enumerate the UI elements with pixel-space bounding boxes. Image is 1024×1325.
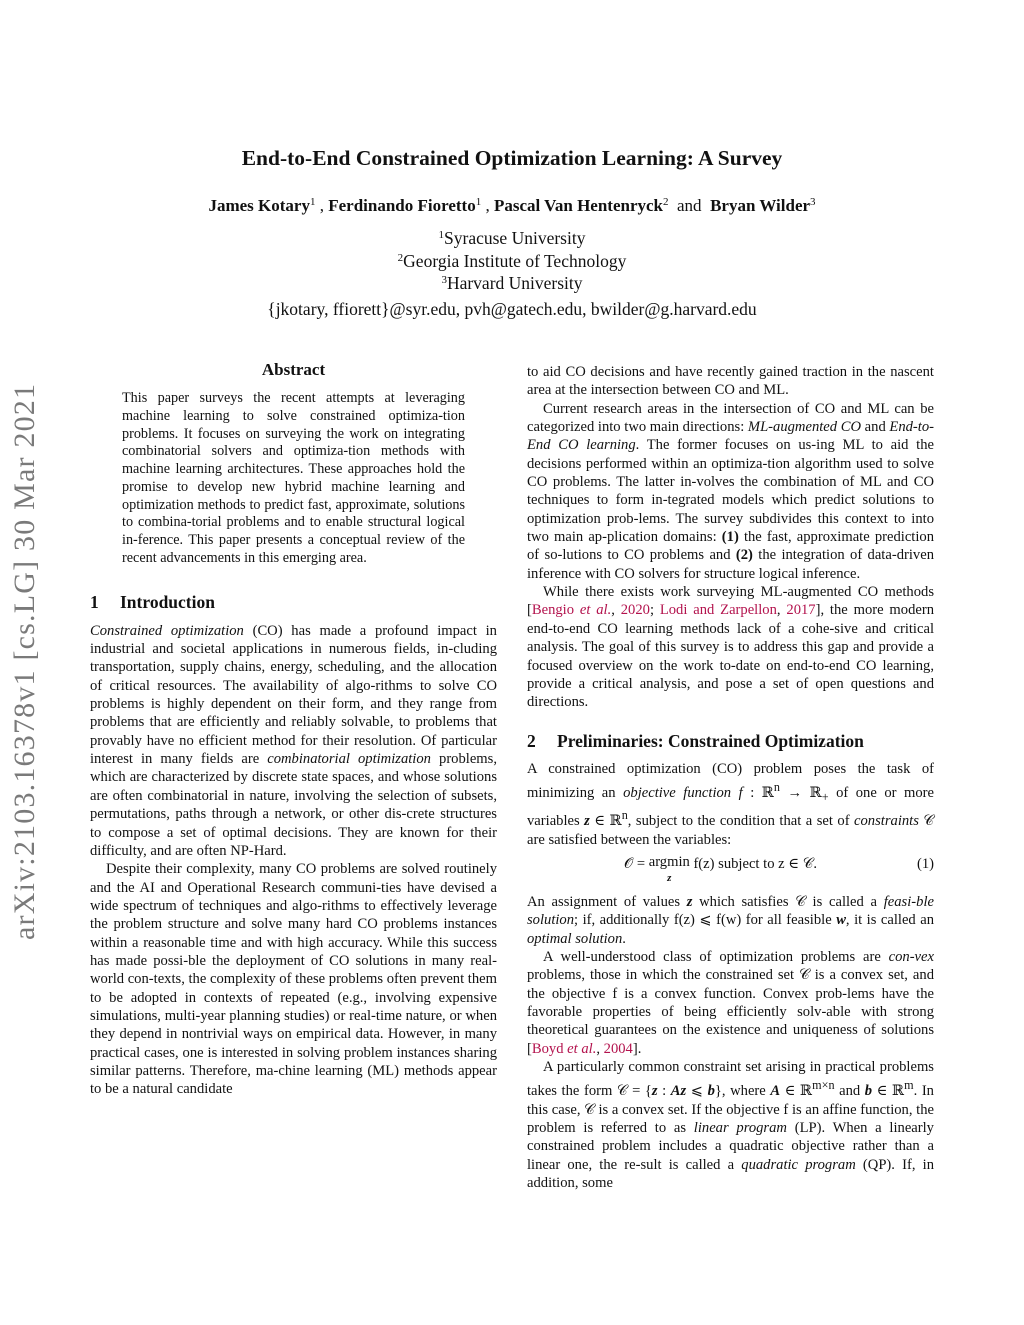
author-affil-mark: 1 [309, 196, 316, 208]
paragraph [527, 760, 934, 849]
equation-rhs: f(z) subject to z ∈ 𝒞. [689, 855, 818, 872]
text-run: problems, those in which the constrained set 𝒞 is a convex set, and the objective f is a convex function. Convex prob-lems have the favorable properties of being efficiently solv-able with strong theoretical guarantees on the existence and uniqueness of solutions [ [527, 967, 934, 1057]
math-run: ∈ ℝ [872, 1083, 905, 1100]
citation-link[interactable] [532, 602, 611, 618]
text-run: (CO) has made a profound impact in industrial and societal applications in numerous fields, in-cluding transportation, supply chains, energy, scheduling, and the allocation of critical resources. The availability of algo-rithms to solve CO problems is highly dependent on their form, and they range from problems that are efficiently and reliably solvable, to problems that provably have no efficient method for their resolution. Of particular interest in many fields are [90, 622, 497, 768]
text-run: which satisfies 𝒞 is called a [692, 893, 884, 910]
arxiv-identifier: arXiv:2103.16378v1 [cs.LG] 30 Mar 2021 [8, 382, 41, 940]
text-run: While there exists work surveying ML-augmented CO methods [ [527, 584, 934, 619]
author-and: and [677, 196, 702, 215]
abstract-text: This paper surveys the recent attempts at leveraging machine learning to solve constrained optimiza-tion problems. It focuses on surveying the work on integrating combinatorial solvers and optimiza-tion methods with machine learning architectures. These approaches hold the promise to develop new hybrid machine learning and optimization methods to predict fast, approximate, solutions to combina-torial problems and to enable structural logical in-ference. This paper presents a conceptual review of the recent advancements in this emerging area. [122, 390, 465, 566]
text-run: : [657, 1083, 671, 1100]
math-sup: m [904, 1078, 914, 1093]
text-run: , [611, 602, 621, 619]
math-symbol: 𝒞 [918, 813, 935, 830]
math-run: : ℝ [742, 785, 774, 802]
citation-author: Bengio [531, 602, 580, 619]
text-run: . In this case, 𝒞 is a convex set. If the objective f is an affine function, the problem is referred to as [527, 1083, 934, 1136]
author-affil-mark: 3 [810, 196, 816, 208]
citation-author: Boyd [531, 1040, 568, 1057]
affiliation [0, 273, 1024, 294]
math-vector: w [836, 912, 846, 929]
argmin-label: argmin [648, 853, 690, 870]
text-run: , [776, 602, 787, 619]
citation-year-link[interactable]: 2004 [603, 1040, 633, 1057]
text-run: A well-understood class of optimization problems are [543, 948, 889, 965]
author-emails: {jkotary, ffiorett}@syr.edu, pvh@gatech.edu, bwilder@g.harvard.edu [267, 299, 757, 319]
emphasis: optimal solution [527, 930, 623, 947]
math-run: → ℝ [779, 785, 822, 802]
text-run: (QP). If, in addition, some [527, 1156, 934, 1191]
text-run: , subject to the condition that a set of [627, 813, 855, 830]
text-run: the integration of data-driven inference with CO solvers for structure logical inference. [527, 547, 934, 582]
text-run: ; if, additionally f(z) ⩽ f(w) for all feasible [574, 912, 837, 929]
section-number: 2 [527, 730, 536, 751]
text-run: , it is called an [845, 912, 934, 929]
text-run: , [596, 1040, 604, 1057]
math-vector: b [864, 1083, 873, 1100]
right-column [527, 363, 934, 1192]
math-vector: A [770, 1083, 781, 1100]
affiliation-mark: 3 [441, 274, 447, 286]
emphasis: constraints [854, 813, 919, 830]
text-run: An assignment of values [527, 893, 687, 910]
citation-etal: et al. [567, 1040, 597, 1057]
bold-run: (2) [735, 547, 753, 564]
emphasis: linear program [693, 1119, 787, 1136]
affiliation-name: Syracuse University [444, 228, 586, 248]
paragraph [527, 893, 934, 948]
author-name: Ferdinando Fioretto [328, 196, 476, 215]
equation-number: (1) [916, 855, 934, 872]
text-run: ], the more modern end-to-end CO learning methods lack of a cohe-sive and critical analysis. The goal of this survey is to address this gap and provide a focused overview on the work to-date on end-to-end CO learning, provide a critical analysis, and pose a set of open questions and directions. [527, 602, 935, 711]
math-vector: z [584, 813, 590, 830]
text-run: . [622, 930, 626, 947]
text-run: . The former focuses on us-ing ML to aid the decisions performed within an optimiza-tion algorithm used to solve CO problems. The latter in-volves the combination of ML and CO techniques to form in-tegrated models which predict solutions to optimization prob-lems. The survey subdivides this context to into two main ap-plication domains: [527, 437, 934, 546]
text-run: the fast, approximate prediction of so-lutions to CO problems and [527, 529, 934, 564]
paragraph: to aid CO decisions and have recently gained traction in the nascent area at the intersection between CO and ML. [527, 364, 934, 399]
math-sub: + [821, 789, 829, 804]
emphasis: quadratic program [741, 1156, 856, 1173]
abstract-heading: Abstract [261, 360, 326, 379]
section-heading [90, 593, 497, 611]
text-run: and [834, 1083, 865, 1100]
text-run: and [861, 419, 890, 436]
citation-year-link[interactable]: 2017 [786, 602, 816, 619]
text-run: (LP). When a linearly constrained problem includes a quadratic objective rather than a linear one, the re-sult is called a [527, 1119, 934, 1173]
affiliation-mark: 2 [397, 252, 404, 264]
equation-1 [527, 855, 934, 885]
math-sup: m×n [812, 1078, 835, 1093]
text-run: A particularly common constraint set arising in practical problems takes the form 𝒞 = { [527, 1058, 934, 1100]
affiliation-name: Georgia Institute of Technology [403, 251, 627, 271]
paragraph: Despite their complexity, many CO problems are solved routinely and the AI and Operational Research communi-ties have devised a wide spectrum of techniques and algo-rithms to effectively leverage the problem structure and solve many hard CO problems instances within a reasonable time and with high accuracy. While this success has made possi-ble the deployment of CO solutions in many real-world con-texts, the complexity of these problems often prevent them to be adopted in contexts of repeated (e.g., involving expensive simulations, multi-year planning studies) or real-time nature, or when they depend in nontrivial ways on empirical data. However, in many practical cases, one is interested in solving problem instances sharing similar patterns. Therefore, ma-chine learning (ML) methods appear to be a natural candidate [90, 861, 497, 1098]
text-run: of one or more variables [527, 785, 934, 830]
citation-link[interactable]: Lodi and Zarpellon [659, 602, 777, 619]
section-title: Introduction [120, 592, 215, 613]
author-name: James Kotary [208, 196, 310, 215]
paragraph [527, 583, 934, 711]
math-vector: z [686, 893, 693, 910]
text-run: ; [649, 602, 660, 619]
emphasis: End-to-End CO learning [527, 419, 934, 454]
text-run: }, where [714, 1083, 771, 1100]
citation-year-link[interactable]: 2020 [620, 602, 650, 619]
emphasis: objective function [623, 785, 732, 802]
author-list [0, 196, 1024, 216]
emphasis: Constrained optimization [90, 622, 244, 639]
affiliation-name: Harvard University [446, 273, 583, 293]
emphasis: ML-augmented CO [747, 419, 862, 436]
math-vector: b [707, 1083, 715, 1100]
author-affil-mark: 1 [475, 196, 482, 208]
argmin-subscript: z [667, 871, 672, 884]
paragraph [527, 948, 934, 1058]
author-name: Bryan Wilder [710, 196, 811, 215]
citation-link[interactable] [532, 1041, 596, 1057]
section-heading [527, 732, 934, 750]
citation-etal: et al. [579, 602, 612, 619]
affiliation [0, 251, 1024, 272]
math-sup: n [621, 808, 628, 823]
math-sup: n [773, 780, 780, 795]
author-separator: , [315, 196, 329, 215]
affiliation [0, 228, 1024, 249]
author-affil-mark: 2 [663, 196, 669, 208]
emphasis: combinatorial optimization [267, 751, 431, 768]
math-symbol: f [738, 785, 743, 802]
text-run: ⩽ [686, 1083, 708, 1100]
equation-body [527, 855, 894, 885]
section-number: 1 [90, 592, 99, 613]
paragraph [90, 622, 497, 860]
text-run: A constrained optimization (CO) problem poses the task of minimizing an [527, 760, 934, 802]
text-run: problems, which are characterized by discrete state spaces, and whose solutions are often combinatorial in nature, involving the selection of subsets, permutations, paths through a network, or other dis-crete structures to compose a set of optimal decisions. They are known for their difficulty, and are often NP-Hard. [90, 751, 497, 859]
math-run: ∈ ℝ [589, 813, 622, 830]
math-vector: Az [670, 1083, 687, 1100]
math-vector: z [651, 1083, 658, 1100]
math-run: ∈ ℝ [780, 1083, 813, 1100]
text-run: are satisfied between the variables: [527, 831, 732, 848]
text-run: Current research areas in the intersection of CO and ML can be categorized into two main directions: [527, 400, 934, 436]
left-column [90, 361, 497, 1099]
emphasis: feasi-ble solution [527, 893, 934, 929]
argmin-operator [649, 855, 690, 885]
equation-lhs: 𝒪 = [623, 855, 649, 872]
author-name: Pascal Van Hentenryck [493, 196, 664, 215]
paragraph [527, 400, 934, 583]
emphasis: con-vex [888, 948, 934, 965]
affiliation-mark: 1 [438, 229, 445, 241]
section-title: Preliminaries: Constrained Optimization [557, 730, 864, 751]
bold-run: (1) [721, 529, 739, 546]
text-run: ]. [632, 1040, 642, 1057]
paragraph [527, 1058, 934, 1192]
paper-title: End-to-End Constrained Optimization Learning: A Survey [241, 146, 783, 170]
author-separator: , [481, 196, 494, 215]
